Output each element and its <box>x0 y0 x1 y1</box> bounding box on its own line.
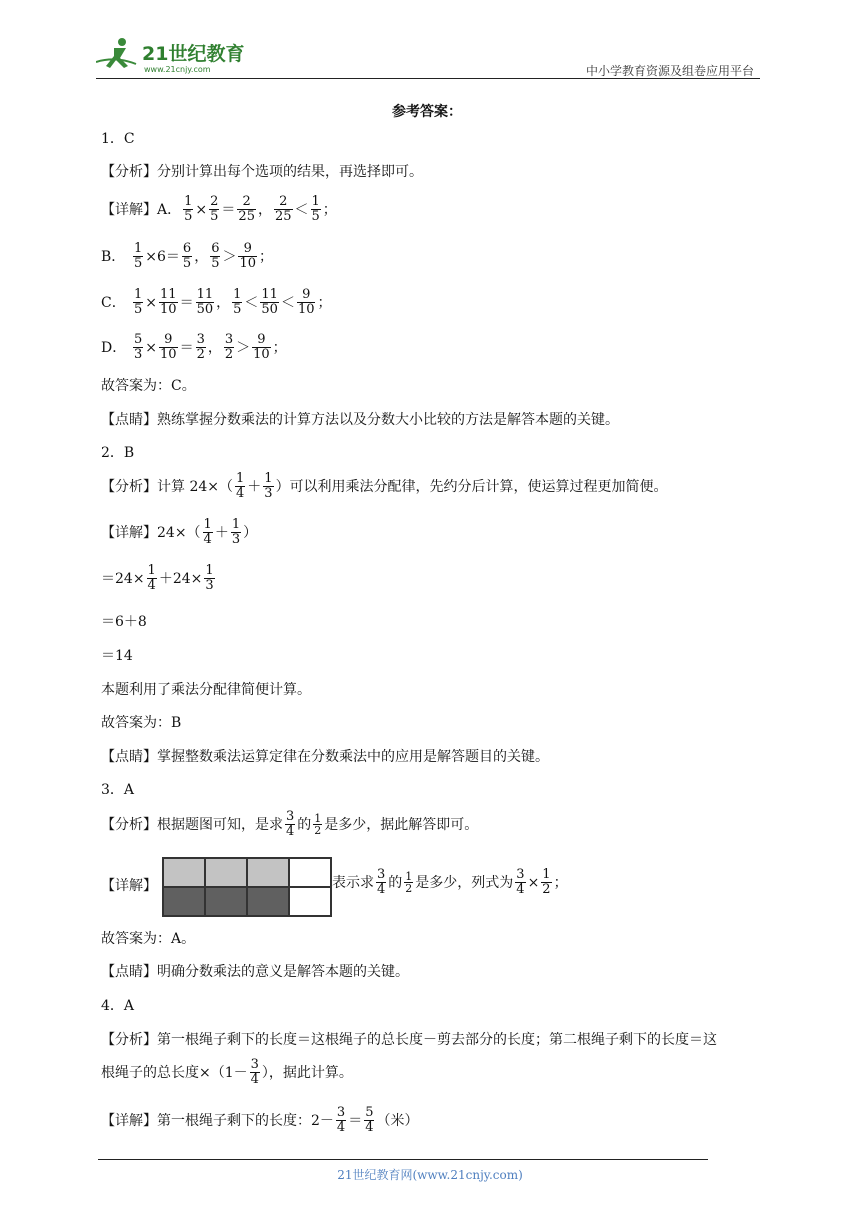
header-divider <box>96 78 760 79</box>
fraction: $\frac{3}{4}$ <box>250 1057 259 1087</box>
fraction: $\frac{6}{5}$ <box>211 241 220 271</box>
text: ） <box>243 524 258 541</box>
op: ＝ <box>221 201 236 218</box>
q3-analysis <box>101 810 478 839</box>
fraction: $\frac{1}{2}$ <box>314 812 322 837</box>
fraction: $\frac{1}{4}$ <box>147 563 156 593</box>
answers-title: 参考答案： <box>392 104 462 120</box>
text: 的 <box>388 874 403 891</box>
text: ＝24× <box>101 570 145 587</box>
op: ； <box>259 248 274 265</box>
op: ＝ <box>179 294 194 311</box>
q2-note: 本题利用了乘法分配律简便计算。 <box>101 682 311 698</box>
footer-divider <box>98 1159 708 1160</box>
fraction: $\frac{6}{5}$ <box>182 241 192 271</box>
runner-icon <box>96 38 136 68</box>
fraction: $\frac{9}{10}$ <box>253 332 270 362</box>
text: 【详解】24×（ <box>101 524 201 541</box>
q1-analysis: 【分析】分别计算出每个选项的结果，再选择即可。 <box>101 164 423 180</box>
op: ＜ <box>244 294 259 311</box>
op: ， <box>207 339 222 356</box>
fraction: $\frac{2}{25}$ <box>274 194 292 224</box>
text: 【详解】第一根绳子剩下的长度：2－ <box>101 1112 334 1129</box>
text: 是多少，据此解答即可。 <box>324 816 479 833</box>
op: × <box>195 201 208 218</box>
fraction: $\frac{1}{3}$ <box>231 517 241 547</box>
fraction: $\frac{9}{10}$ <box>297 287 315 317</box>
text: 根绳子的总长度×（1－ <box>101 1064 248 1081</box>
q1-detail-d <box>101 333 287 362</box>
grid-cell <box>289 887 331 916</box>
fraction: $\frac{11}{50}$ <box>196 287 214 317</box>
q4-analysis-line1: 【分析】第一根绳子剩下的长度＝这根绳子的总长度－剪去部分的长度；第二根绳子剩下的长度＝这 <box>101 1032 717 1048</box>
q4-detail <box>101 1106 418 1135</box>
op: ， <box>216 294 231 311</box>
q3-tip: 【点睛】明确分数乘法的意义是解答本题的关键。 <box>101 964 409 980</box>
fraction: $\frac{1}{3}$ <box>264 471 273 501</box>
q3-detail <box>332 868 568 897</box>
op: × <box>527 874 540 891</box>
op: ＝ <box>348 1112 363 1129</box>
q2-step2: ＝6＋8 <box>101 614 147 630</box>
text: 【分析】计算 24×（ <box>101 478 233 495</box>
q1-detail-c <box>101 288 331 317</box>
fraction: $\frac{1}{2}$ <box>542 867 551 897</box>
fraction: $\frac{9}{10}$ <box>160 332 177 362</box>
q1-detail-b <box>101 242 273 271</box>
option-label: B． <box>101 248 126 265</box>
op: ； <box>317 294 332 311</box>
detail-label: 【详解】A． <box>101 201 182 218</box>
option-label: C． <box>101 294 126 311</box>
op: ＜ <box>280 294 295 311</box>
op: ＞ <box>222 248 237 265</box>
q1-number: 1．C <box>101 131 135 147</box>
fraction: $\frac{1}{5}$ <box>184 194 193 224</box>
logo-main-text: 21世纪教育 <box>142 43 245 65</box>
fraction: $\frac{3}{4}$ <box>286 809 295 839</box>
op: ＜ <box>294 201 309 218</box>
q3-detail-label: 【详解】 <box>101 878 157 894</box>
text: ），据此计算。 <box>261 1064 353 1081</box>
fraction: $\frac{1}{5}$ <box>311 194 320 224</box>
fraction: $\frac{1}{5}$ <box>134 241 143 271</box>
q2-detail <box>101 518 257 547</box>
grid-cell <box>205 858 247 887</box>
fraction: $\frac{1}{5}$ <box>134 287 143 317</box>
op: ×6＝ <box>145 248 180 265</box>
fraction: $\frac{5}{3}$ <box>134 332 143 362</box>
grid-cell <box>163 887 205 916</box>
fraction: $\frac{1}{5}$ <box>233 287 242 317</box>
logo-url-text: www.21cnjy.com <box>144 65 211 74</box>
fraction: $\frac{1}{4}$ <box>236 471 245 501</box>
option-label: D． <box>101 339 127 356</box>
q4-analysis-line2 <box>101 1058 353 1087</box>
q1-tip: 【点睛】熟练掌握分数乘法的计算方法以及分数大小比较的方法是解答本题的关键。 <box>101 412 619 428</box>
op: ， <box>194 248 209 265</box>
q4-number: 4．A <box>101 998 135 1014</box>
text: 表示求 <box>332 874 374 891</box>
op: ； <box>322 201 337 218</box>
op: ＞ <box>236 339 251 356</box>
q2-analysis <box>101 472 668 501</box>
op: ； <box>272 339 287 356</box>
op: ＋ <box>247 478 262 495</box>
text: 的 <box>297 816 312 833</box>
fraction: $\frac{9}{10}$ <box>239 241 257 271</box>
q2-answer: 故答案为：B <box>101 715 182 731</box>
fraction: $\frac{1}{2}$ <box>405 870 413 895</box>
page-header <box>96 30 760 80</box>
grid-cell <box>205 887 247 916</box>
fraction: $\frac{5}{4}$ <box>365 1105 374 1135</box>
fraction: $\frac{3}{4}$ <box>516 867 525 897</box>
fraction: $\frac{2}{25}$ <box>238 194 255 224</box>
grid-cell <box>247 887 289 916</box>
q1-detail-a <box>101 195 337 224</box>
text: （米） <box>376 1112 419 1129</box>
logo <box>96 34 256 78</box>
q1-answer: 故答案为：C。 <box>101 378 196 394</box>
op: ＋ <box>214 524 229 541</box>
fraction: $\frac{1}{4}$ <box>203 517 212 547</box>
q2-step1 <box>101 564 217 593</box>
fraction: $\frac{3}{2}$ <box>224 332 234 362</box>
q3-number: 3．A <box>101 782 135 798</box>
text: ＋24× <box>158 570 203 587</box>
op: ， <box>257 201 272 218</box>
text: ； <box>553 874 568 891</box>
fraction-grid-diagram <box>162 857 332 917</box>
text: ）可以利用乘法分配律，先约分后计算，使运算过程更加简便。 <box>275 478 668 495</box>
q2-number: 2．B <box>101 445 135 461</box>
text: 是多少，列式为 <box>415 874 514 891</box>
q3-answer: 故答案为：A。 <box>101 931 196 947</box>
op: × <box>145 339 158 356</box>
fraction: $\frac{1}{3}$ <box>205 563 214 593</box>
fraction: $\frac{3}{2}$ <box>196 332 205 362</box>
op: × <box>145 294 158 311</box>
grid-cell <box>247 858 289 887</box>
fraction: $\frac{11}{10}$ <box>160 287 177 317</box>
fraction: $\frac{2}{5}$ <box>210 194 219 224</box>
grid-cell <box>163 858 205 887</box>
q2-tip: 【点睛】掌握整数乘法运算定律在分数乘法中的应用是解答题目的关键。 <box>101 749 549 765</box>
site-title: 中小学教育资源及组卷应用平台 <box>585 64 754 78</box>
q2-step3: ＝14 <box>101 648 133 664</box>
footer-text: 21世纪教育网(www.21cnjy.com) <box>337 1168 523 1182</box>
fraction: $\frac{3}{4}$ <box>377 867 386 897</box>
fraction: $\frac{3}{4}$ <box>336 1105 346 1135</box>
text: 【分析】根据题图可知，是求 <box>101 816 283 833</box>
grid-cell <box>289 858 331 887</box>
op: ＝ <box>179 339 194 356</box>
fraction: $\frac{11}{50}$ <box>261 287 278 317</box>
